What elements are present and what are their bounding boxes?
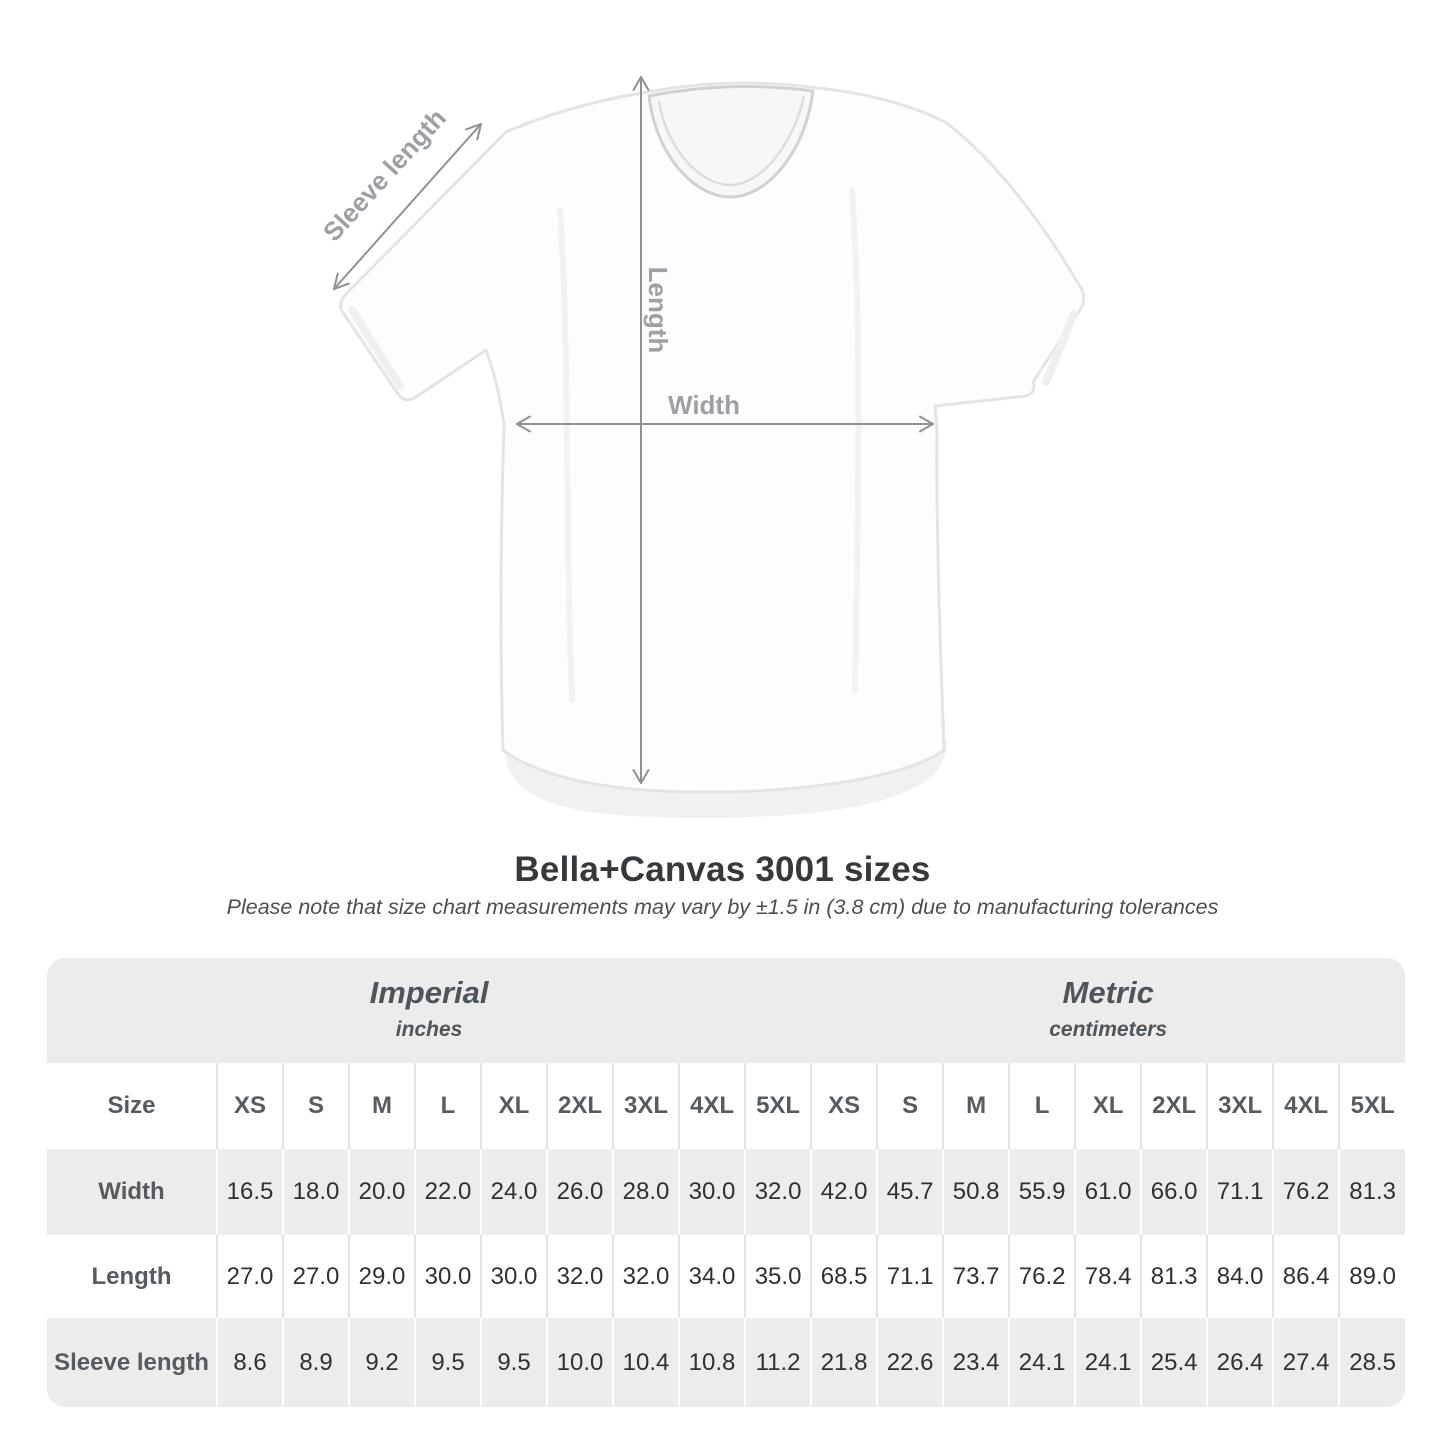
value-cell: 22.0 <box>415 1149 481 1235</box>
value-cell: 10.4 <box>613 1318 679 1407</box>
value-cell: 30.0 <box>415 1235 481 1318</box>
size-header-cell: XL <box>481 1063 547 1149</box>
value-cell: 81.3 <box>1339 1149 1405 1235</box>
value-cell: 66.0 <box>1141 1149 1207 1235</box>
size-header-cell: XL <box>1075 1063 1141 1149</box>
value-cell: 24.1 <box>1009 1318 1075 1407</box>
value-cell: 27.4 <box>1273 1318 1339 1407</box>
value-cell: 26.0 <box>547 1149 613 1235</box>
value-cell: 8.9 <box>283 1318 349 1407</box>
value-cell: 35.0 <box>745 1235 811 1318</box>
value-cell: 78.4 <box>1075 1235 1141 1318</box>
value-cell: 24.1 <box>1075 1318 1141 1407</box>
value-cell: 68.5 <box>811 1235 877 1318</box>
value-cell: 34.0 <box>679 1235 745 1318</box>
size-header-cell: M <box>943 1063 1009 1149</box>
value-cell: 16.5 <box>217 1149 283 1235</box>
imperial-section-header <box>47 958 811 1063</box>
value-cell: 55.9 <box>1009 1149 1075 1235</box>
value-cell: 32.0 <box>613 1235 679 1318</box>
size-header-cell: 2XL <box>1141 1063 1207 1149</box>
row-label: Length <box>47 1235 217 1318</box>
page-title: Bella+Canvas 3001 sizes <box>514 850 931 889</box>
value-cell: 30.0 <box>679 1149 745 1235</box>
sleeve-length-label: Sleeve length <box>316 102 452 248</box>
value-cell: 26.4 <box>1207 1318 1273 1407</box>
size-header-cell: 3XL <box>1207 1063 1273 1149</box>
value-cell: 9.5 <box>481 1318 547 1407</box>
size-header-cell: S <box>877 1063 943 1149</box>
value-cell: 21.8 <box>811 1318 877 1407</box>
value-cell: 27.0 <box>283 1235 349 1318</box>
sleeve-length-row <box>47 1318 1405 1407</box>
value-cell: 24.0 <box>481 1149 547 1235</box>
length-label: Length <box>643 266 673 354</box>
size-header-cell: 4XL <box>1273 1063 1339 1149</box>
value-cell: 71.1 <box>1207 1149 1273 1235</box>
size-header-cell: M <box>349 1063 415 1149</box>
value-cell: 11.2 <box>745 1318 811 1407</box>
size-header-cell: 4XL <box>679 1063 745 1149</box>
value-cell: 25.4 <box>1141 1318 1207 1407</box>
value-cell: 42.0 <box>811 1149 877 1235</box>
value-cell: 23.4 <box>943 1318 1009 1407</box>
metric-section-header <box>811 958 1405 1063</box>
size-header-cell: L <box>1009 1063 1075 1149</box>
imperial-unit: inches <box>395 1018 463 1041</box>
value-cell: 32.0 <box>745 1149 811 1235</box>
value-cell: 8.6 <box>217 1318 283 1407</box>
title-block <box>0 849 1445 921</box>
size-header-cell: L <box>415 1063 481 1149</box>
value-cell: 32.0 <box>547 1235 613 1318</box>
value-cell: 76.2 <box>1273 1149 1339 1235</box>
width-row <box>47 1149 1405 1235</box>
value-cell: 81.3 <box>1141 1235 1207 1318</box>
value-cell: 76.2 <box>1009 1235 1075 1318</box>
size-header-cell: 5XL <box>745 1063 811 1149</box>
value-cell: 27.0 <box>217 1235 283 1318</box>
value-cell: 18.0 <box>283 1149 349 1235</box>
imperial-label: Imperial <box>369 975 489 1010</box>
value-cell: 61.0 <box>1075 1149 1141 1235</box>
tshirt-graphic <box>340 83 1083 792</box>
value-cell: 10.8 <box>679 1318 745 1407</box>
size-row-label: Size <box>47 1063 217 1149</box>
metric-label: Metric <box>1062 975 1154 1010</box>
size-header-cell: S <box>283 1063 349 1149</box>
row-label: Sleeve length <box>47 1318 217 1407</box>
length-row <box>47 1235 1405 1318</box>
tolerance-note: Please note that size chart measurements may vary by ±1.5 in (3.8 cm) due to manufacturing tolerances <box>226 895 1219 919</box>
value-cell: 89.0 <box>1339 1235 1405 1318</box>
row-label: Width <box>47 1149 217 1235</box>
value-cell: 50.8 <box>943 1149 1009 1235</box>
unit-header-row <box>47 958 1405 1063</box>
size-header-cell: XS <box>811 1063 877 1149</box>
size-table <box>47 958 1405 1407</box>
value-cell: 84.0 <box>1207 1235 1273 1318</box>
metric-unit: centimeters <box>1049 1018 1168 1041</box>
value-cell: 45.7 <box>877 1149 943 1235</box>
value-cell: 9.5 <box>415 1318 481 1407</box>
value-cell: 71.1 <box>877 1235 943 1318</box>
value-cell: 28.0 <box>613 1149 679 1235</box>
value-cell: 28.5 <box>1339 1318 1405 1407</box>
value-cell: 29.0 <box>349 1235 415 1318</box>
value-cell: 9.2 <box>349 1318 415 1407</box>
value-cell: 30.0 <box>481 1235 547 1318</box>
value-cell: 73.7 <box>943 1235 1009 1318</box>
value-cell: 86.4 <box>1273 1235 1339 1318</box>
value-cell: 10.0 <box>547 1318 613 1407</box>
width-label: Width <box>668 390 740 420</box>
size-header-cell: 5XL <box>1339 1063 1405 1149</box>
value-cell: 20.0 <box>349 1149 415 1235</box>
size-table-grid <box>47 958 1405 1407</box>
size-header-cell: 2XL <box>547 1063 613 1149</box>
size-header-row <box>47 1063 1405 1149</box>
value-cell: 22.6 <box>877 1318 943 1407</box>
size-header-cell: XS <box>217 1063 283 1149</box>
size-header-cell: 3XL <box>613 1063 679 1149</box>
